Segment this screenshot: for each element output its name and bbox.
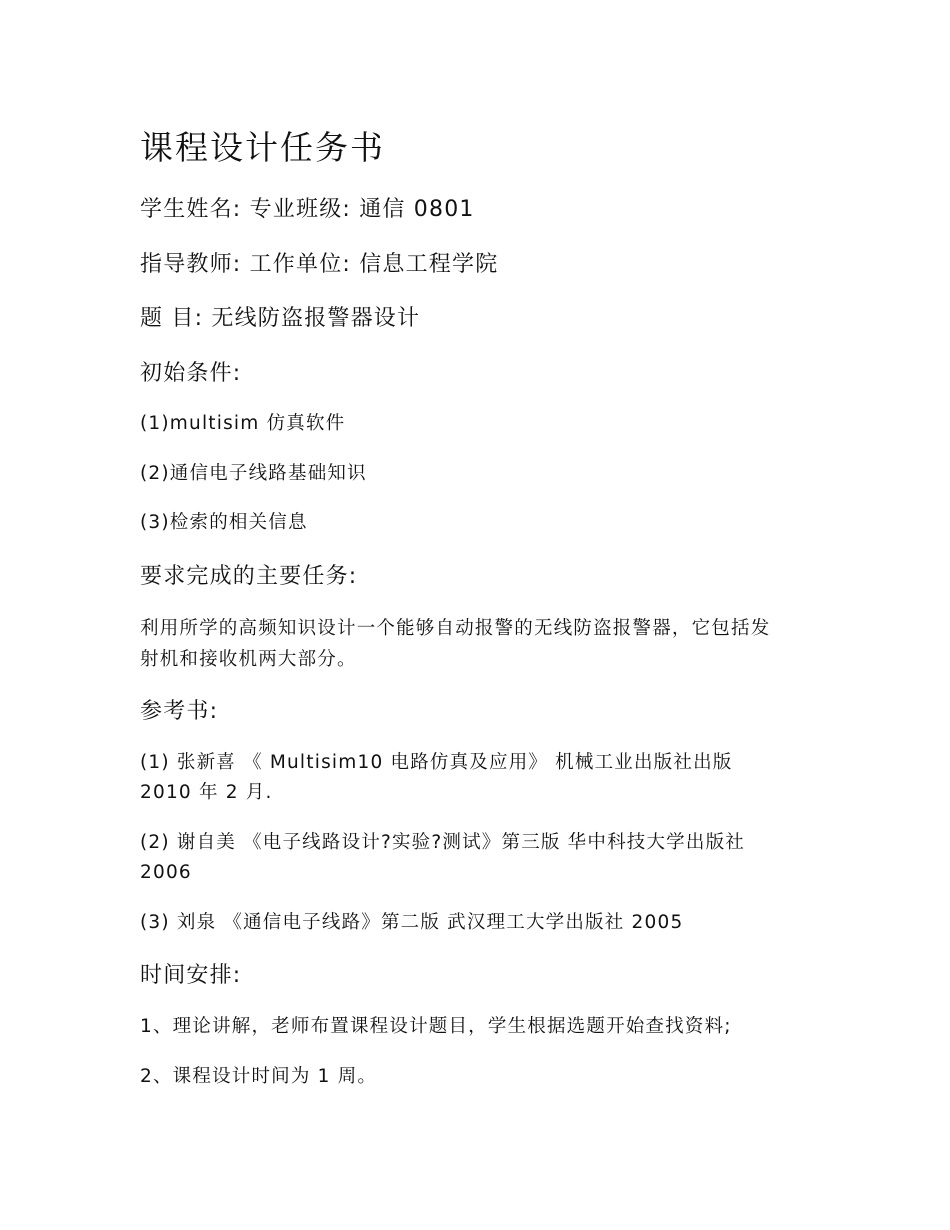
reference-item-1-line-1: (1) 张新喜 《 Multisim10 电路仿真及应用》 机械工业出版社出版 [140, 752, 733, 773]
main-tasks-text-line: 利用所学的高频知识设计一个能够自动报警的无线防盗报警器，它包括发 [140, 618, 771, 639]
reference-item-2-line-2: 2006 [140, 862, 192, 883]
reference-item-1-line-2: 2010 年 2 月. [140, 782, 273, 803]
reference-item-3: (3) 刘泉 《通信电子线路》第二版 武汉理工大学出版社 2005 [140, 912, 684, 933]
initial-condition-item: (1)multisim 仿真软件 [140, 413, 346, 434]
initial-condition-item: (3)检索的相关信息 [140, 512, 308, 533]
reference-item-2-line-1: (2) 谢自美 《电子线路设计?实验?测试》第三版 华中科技大学出版社 [140, 832, 745, 853]
topic-line: 题 目: 无线防盗报警器设计 [140, 306, 421, 331]
main-tasks-heading: 要求完成的主要任务: [140, 564, 358, 589]
schedule-item: 2、课程设计时间为 1 周。 [140, 1066, 378, 1087]
document-title: 课程设计任务书 [140, 128, 385, 167]
initial-conditions-heading: 初始条件: [140, 361, 242, 386]
schedule-heading: 时间安排: [140, 963, 242, 988]
initial-condition-item: (2)通信电子线路基础知识 [140, 463, 367, 484]
schedule-item: 1、理论讲解，老师布置课程设计题目，学生根据选题开始查找资料; [140, 1016, 732, 1037]
main-tasks-text-line: 射机和接收机两大部分。 [140, 649, 357, 670]
references-heading: 参考书: [140, 699, 219, 724]
teacher-info-line: 指导教师: 工作单位: 信息工程学院 [140, 252, 499, 277]
student-info-line: 学生姓名: 专业班级: 通信 0801 [140, 197, 475, 222]
